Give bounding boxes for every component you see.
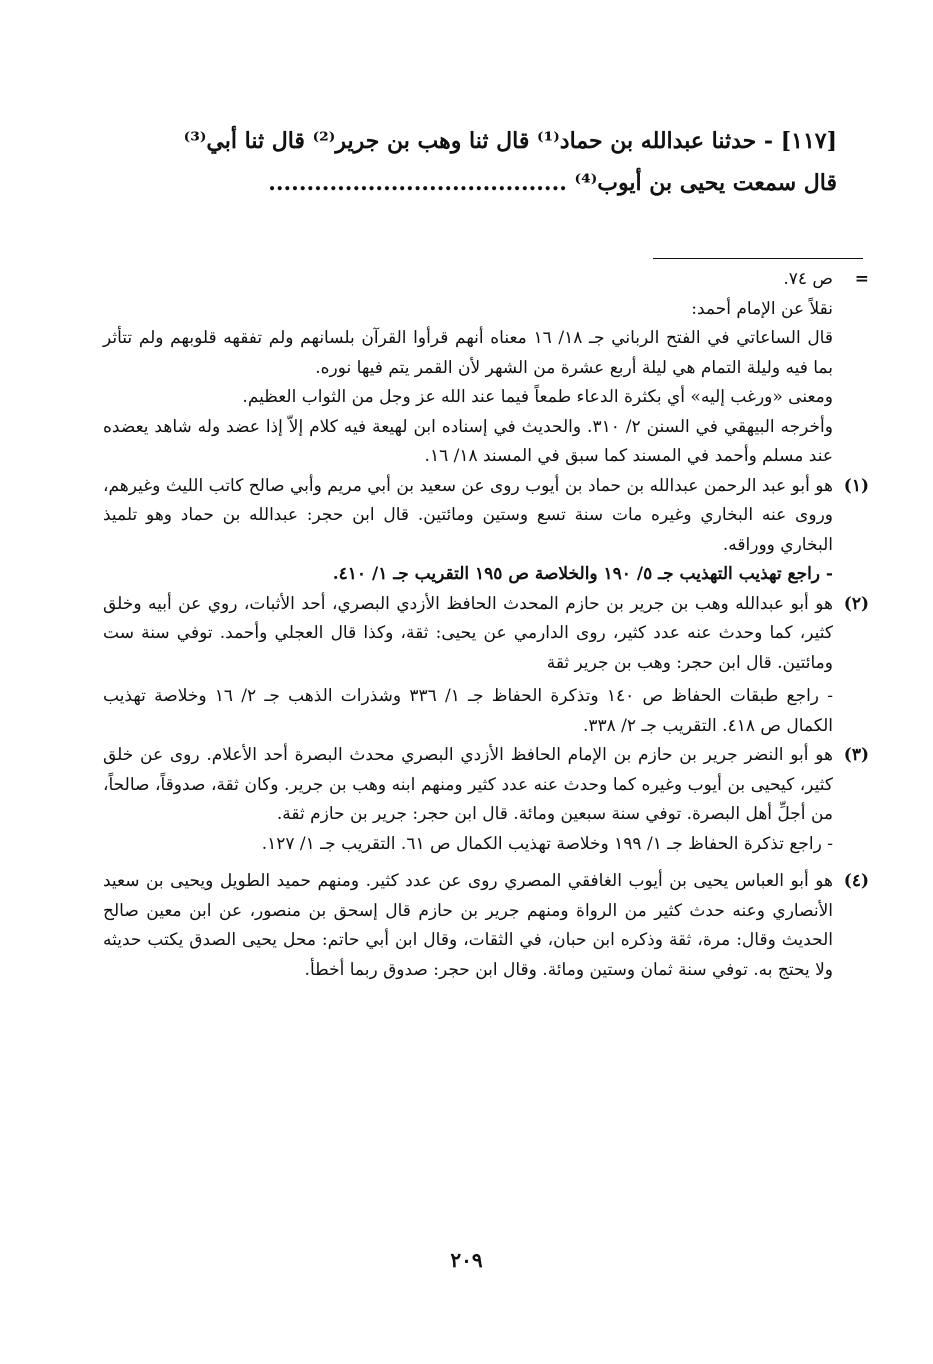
hadith-line-1: [١١٧] - حدثنا عبدالله بن حماد⁽¹⁾ قال ثنا وهب بن جرير⁽²⁾ قال ثنا أبي⁽³⁾	[183, 128, 837, 154]
prev-note-line-5: وأخرجه البيهقي في السنن ٢/ ٣١٠. والحديث في إسناده ابن لهيعة فيه كلام إلاّ إذا عضد وله شاهد يعضده عند مسلم وأحمد في المسند كما سبق في المسند ١٨/ ١٦.	[103, 416, 833, 466]
footnote-references: - راجع تهذيب التهذيب جـ ٥/ ١٩٠ والخلاصة ص ١٩٥ التقريب جـ ١/ ٤١٠.	[332, 564, 833, 584]
footnote-separator	[653, 258, 863, 259]
footnote-number: (١)	[843, 475, 869, 496]
footnotes	[103, 265, 869, 985]
footnote-references: - راجع تذكرة الحفاظ جـ ١/ ١٩٩ وخلاصة تهذيب الكمال ص ٦١. التقريب جـ ١/ ١٢٧.	[261, 833, 833, 854]
footnote-text: هو أبو عبدالله وهب بن جرير بن حازم المحدث الحافظ الأزدي البصري، أحد الأثبات، روي عن أبيه وخلق كثير، كما وحدث عنه عدد كثير، روى الدارمي عن يحيى: ثقة، وكذا قال العجلي وأحمد. توفي سنة ست ومائتين. قال ابن حجر: وهب بن جرير ثقة	[103, 593, 833, 673]
footnote-2	[103, 590, 869, 742]
prev-note-line-4: ومعنى «ورغب إليه» أي بكثرة الدعاء طمعاً فيما عند الله عز وجل من الثواب العظيم.	[242, 387, 833, 407]
footnote-number: (٤)	[843, 871, 869, 891]
footnote-text: هو أبو النضر جرير بن حازم بن الإمام الحافظ الأزدي البصري محدث البصرة أحد الأعلام. روى عن خلق كثير، كيحيى بن أيوب وغيره كما وحدث عنه عدد كثير ومنهم ابنه وهب بن جرير. وكان ثقة، صدوقاً، صالحاً، من أجلِّ أهل البصرة. توفي سنة سبعين ومائة. قال ابن حجر: جرير بن حازم ثقة.	[103, 745, 833, 824]
hadith-line-2: قال سمعت يحيى بن أيوب⁽⁴⁾ .......................................	[268, 170, 837, 196]
continuation-mark: =	[854, 269, 869, 289]
prev-note-line-3: قال الساعاتي في الفتح الرباني جـ ١٨/ ١٦ معناه أنهم قرأوا القرآن بلسانهم ولم تفقهه قلوبهم ولم تتأثر بما فيه وليلة التمام هي ليلة أربع عشرة من الشهر لأن القمر يتم فيها نوره.	[103, 328, 833, 378]
footnote-text: هو أبو عبد الرحمن عبدالله بن حماد بن أيوب روى عن سعيد بن أبي مريم وأبي صالح كاتب الليث وغيرهم، وروى عنه البخاري وغيره مات سنة تسع وستين ومائتين. قال ابن حجر: عبدالله بن حماد وهو تلميذ البخاري ووراقه.	[103, 475, 833, 555]
previous-note-continuation	[103, 265, 869, 472]
footnote-4	[103, 867, 869, 985]
prev-note-line-2: نقلاً عن الإمام أحمد:	[691, 298, 833, 319]
page-number: ٢٠٩	[450, 1248, 483, 1272]
footnote-references: - راجع طبقات الحفاظ ص ١٤٠ وتذكرة الحفاظ جـ ١/ ٣٣٦ وشذرات الذهب جـ ٢/ ١٦ وخلاصة تهذيب الكمال ص ٤١٨. التقريب جـ ٢/ ٣٣٨.	[103, 686, 833, 736]
prev-note-line-1: ص ٧٤.	[783, 269, 833, 289]
hadith-text	[112, 120, 837, 204]
footnote-1	[103, 472, 869, 590]
footnote-number: (٣)	[843, 745, 869, 765]
footnote-3	[103, 741, 869, 859]
footnote-number: (٢)	[843, 593, 869, 614]
footnote-text: هو أبو العباس يحيى بن أيوب الغافقي المصري روى عن عدد كثير. ومنهم حميد الطويل ويحيى بن سعيد الأنصاري وعنه حدث كثير من الرواة ومنهم جرير بن حازم قال إسحق بن منصور، عن ابن معين صالح الحديث وقال: مرة، ثقة وذكره ابن حبان، في الثقات، وقال ابن أبي حاتم: محل يحيى الصدق يكتب حديثه ولا يحتج به. توفي سنة ثمان وستين ومائة. وقال ابن حجر: صدوق ربما أخطأ.	[103, 871, 833, 980]
